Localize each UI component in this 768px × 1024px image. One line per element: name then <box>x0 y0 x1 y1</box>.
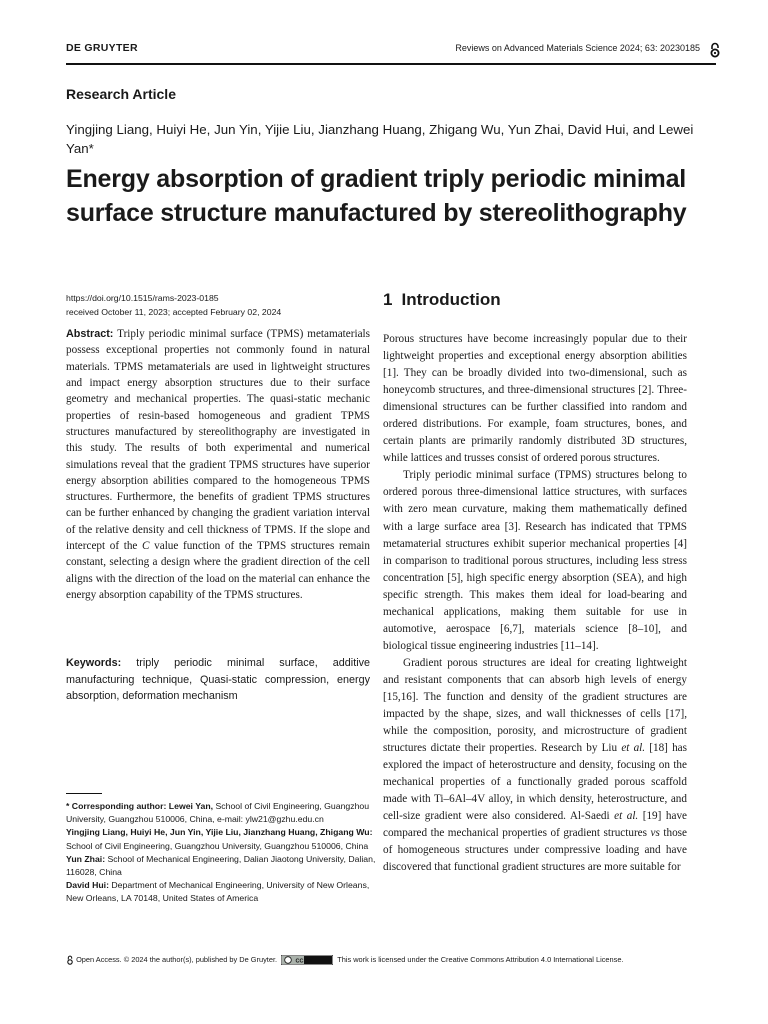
section-title: Introduction <box>401 290 501 309</box>
journal-reference: Reviews on Advanced Materials Science 2024; 63: 20230185 <box>455 43 700 53</box>
cc-badge-text: CC BY <box>295 958 313 965</box>
footnote-corresponding: * Corresponding author: Lewei Yan, School of Civil Engineering, Guangzhou University, Guangzhou 510006, China, e-mail: ylw21@gzhu.edu.cn <box>66 801 370 825</box>
doi-block <box>66 292 281 319</box>
introduction-body <box>383 331 687 877</box>
keywords <box>66 655 370 705</box>
doi-link[interactable]: https://doi.org/10.1515/rams-2023-0185 <box>66 293 219 303</box>
author-list: Yingjing Liang, Huiyi He, Jun Yin, Yijie Liu, Jianzhang Huang, Zhigang Wu, Yun Zhai, David Hui, and Lewei Yan* <box>66 122 694 156</box>
intro-paragraph-3: Gradient porous structures are ideal for creating lightweight and resistant components that can absorb high levels of energy [15,16]. The function and density of the gradient structures are impacted by the shape, sizes, and wall thicknesses of cells [17], while the composition, porosity, and microstructure of gradient structures dictate their properties. Research by Liu et al. [18] has explored the impact of heterostructure and density, focusing on the mechanical properties of a functionally graded porous scaffold made with Ti–6Al–4V alloy, in which density, heterostructure, and cell-size gradient were also considered. Al-Saedi et al. [19] have compared the mechanical properties of gradient structures vs those of homogeneous structures under compressive loading and have discovered that functional gradient structures are more suitable for <box>383 656 688 874</box>
open-access-icon <box>66 955 74 965</box>
abstract-label: Abstract: <box>66 328 114 340</box>
abstract-text-1: Triply periodic minimal surface (TPMS) metamaterials possess exceptional properties not commonly found in natural materials. TPMS metamaterials are used in lightweight structures and impact energy absorption structures due to their surface geometry and mechanical properties. The quasi-static mechanic properties of resin-based homogeneous and gradient TPMS structures manufactured by stereolithography are investigated in this study. The results of both experimental and numerical simulations reveal that the gradient TPMS structures have superior energy absorption abilities compared to the homogeneous TPMS structures. Furthermore, the benefits of gradient TPMS structures can be further enhanced by changing the gradient variation interval of the relative density and cell thickness of TPMS. If the slope and intercept of the <box>66 328 370 553</box>
footnote-affiliation-3: David Hui: Department of Mechanical Engineering, University of New Orleans, New Orleans, LA 70148, United States of America <box>66 880 370 904</box>
footnotes <box>66 800 376 906</box>
intro-paragraph-2: Triply periodic minimal surface (TPMS) structures belong to ordered porous three-dimensional lattice structures, with surfaces with zero mean curvature, making them mathematically defined with a large surface area [3]. Research has indicated that TPMS metamaterial structures exhibit superior mechanical properties [4] in comparison to traditional porous structures, including less stress concentration [5], high specific energy absorption (SEA), and high specific strength. This makes them ideal for load-bearing and mechanical applications, making them suitable for use in automotive, aerospace [6,7], materials science [8–10], and biological tissue engineering industries [11–14]. <box>383 469 687 652</box>
footnote-affiliation-1: Yingjing Liang, Huiyi He, Jun Yin, Yijie Liu, Jianzhang Huang, Zhigang Wu: School of Civil Engineering, Guangzhou University, Guangzhou 510006, China <box>66 827 373 851</box>
publisher-logo: DE GRUYTER <box>66 42 138 54</box>
license-statement[interactable]: This work is licensed under the Creative Commons Attribution 4.0 International License. <box>337 955 624 965</box>
keywords-text: triply periodic minimal surface, additive manufacturing technique, Quasi-static compression, energy absorption, deformation mechanism <box>66 657 370 702</box>
received-accepted-dates: received October 11, 2023; accepted February 02, 2024 <box>66 306 282 317</box>
page-header <box>66 41 716 63</box>
footnote-divider <box>66 793 102 794</box>
abstract <box>66 326 370 603</box>
article-type: Research Article <box>66 86 176 102</box>
license-footer <box>66 954 706 968</box>
intro-paragraph-1: Porous structures have become increasingly popular due to their lightweight properties and exceptional energy absorption abilities [1]. They can be broadly divided into two-dimensional, such as honeycomb structures, and three-dimensional structures [2]. Three-dimensional structures can be further classified into random and ordered distributions. For example, foam structures, bones, and certain plants are primarily randomly distributed 3D structures, while lattices and trusses consist of ordered porous structures. <box>383 333 687 465</box>
cc-by-license-icon[interactable] <box>281 955 333 965</box>
open-access-statement: Open Access. © 2024 the author(s), published by De Gruyter. <box>76 955 278 965</box>
abstract-text-2: value function of the TPMS structures remain constant, selecting a design where the gradient direction of the cell aligns with the direction of the load on the material can enhance the energy absorption capability of the TPMS structures. <box>66 540 371 601</box>
article-title: Energy absorption of gradient triply periodic minimal surface structure manufactured by stereolithography <box>66 165 687 227</box>
header-divider <box>66 63 716 65</box>
section-number: 1 <box>383 290 393 309</box>
footnote-affiliation-2: Yun Zhai: School of Mechanical Engineering, Dalian Jiaotong University, Dalian, 116028, China <box>66 853 376 878</box>
section-heading <box>383 290 501 310</box>
open-access-icon <box>708 42 722 58</box>
abstract-italic-c: C <box>142 540 150 553</box>
keywords-label: Keywords: <box>66 657 122 669</box>
